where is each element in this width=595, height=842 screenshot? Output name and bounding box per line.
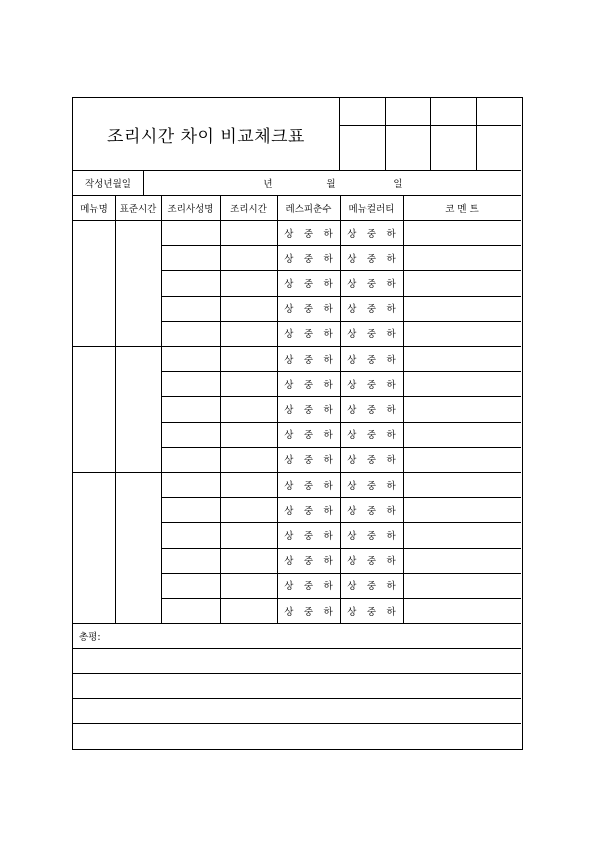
menu-quality-rating-cell [342,422,401,447]
rating-option[interactable]: 중 [366,556,377,568]
approval-box-divider [339,125,521,126]
rating-option[interactable]: 중 [303,581,314,593]
rating-option[interactable]: 중 [366,304,377,316]
rating-option[interactable]: 상 [284,278,294,290]
table-row-rule [161,396,521,397]
rating-option[interactable]: 상 [284,581,294,593]
rating-option[interactable]: 하 [386,379,396,391]
summary-rule [73,698,521,699]
rating-option[interactable]: 하 [323,556,333,568]
rating-option[interactable]: 중 [303,455,314,467]
menu-quality-rating-cell [342,346,401,371]
rating-option[interactable]: 중 [303,304,314,316]
rating-option[interactable]: 중 [366,253,377,265]
column-divider [220,220,221,346]
column-header-4: 레스피춘수 [285,203,332,215]
column-header-3: 조리시간 [230,203,267,215]
column-divider [340,195,341,220]
rating-option[interactable]: 중 [366,430,377,442]
column-divider [115,195,116,220]
table-row-rule [161,522,521,523]
approval-box-border [339,98,340,170]
table-row-rule [161,270,521,271]
table-row-rule [161,573,521,574]
rating-option[interactable]: 하 [386,480,396,492]
rating-option[interactable]: 상 [284,505,294,517]
menu-quality-rating-cell [342,522,401,547]
column-divider [115,346,116,472]
table-row-rule [161,497,521,498]
column-divider [340,472,341,623]
rating-option[interactable]: 상 [284,228,294,240]
rating-option[interactable]: 상 [284,530,294,542]
rating-option[interactable]: 상 [284,430,294,442]
rating-option[interactable]: 상 [284,329,294,341]
recipe-rating-cell [279,270,338,295]
rating-option[interactable]: 하 [323,304,333,316]
rating-option[interactable]: 하 [323,480,333,492]
table-row-rule [161,422,521,423]
column-header-5: 메뉴컬러티 [348,203,395,215]
rating-option[interactable]: 중 [366,278,377,290]
rating-option[interactable]: 중 [366,505,377,517]
menu-quality-rating-cell [342,598,401,623]
recipe-rating-cell [279,548,338,573]
table-row-rule [161,548,521,549]
column-divider [220,346,221,472]
menu-quality-rating-cell [342,321,401,346]
rating-option[interactable]: 상 [347,329,357,341]
menu-quality-rating-cell [342,396,401,421]
rating-option[interactable]: 중 [366,480,377,492]
table-row-rule [161,296,521,297]
rating-option[interactable]: 하 [386,304,396,316]
column-divider [115,472,116,623]
recipe-rating-cell [279,447,338,472]
table-row-rule [161,321,521,322]
recipe-rating-cell [279,296,338,321]
rating-option[interactable]: 하 [386,430,396,442]
rating-option[interactable]: 하 [386,505,396,517]
rating-option[interactable]: 중 [303,379,314,391]
rating-option[interactable]: 하 [323,505,333,517]
rating-option[interactable]: 중 [303,530,314,542]
rating-option[interactable]: 중 [366,606,377,618]
summary-rule [73,648,521,649]
rating-option[interactable]: 하 [323,379,333,391]
recipe-rating-cell [279,472,338,497]
year-label: 년 [263,178,273,190]
rating-option[interactable]: 중 [303,354,314,366]
rating-option[interactable]: 상 [284,606,294,618]
menu-quality-rating-cell [342,296,401,321]
column-divider [161,195,162,220]
checklist-sheet [72,97,523,750]
rating-option[interactable]: 중 [366,379,377,391]
column-divider [115,220,116,346]
recipe-rating-cell [279,522,338,547]
rating-option[interactable]: 상 [347,253,357,265]
rating-option[interactable]: 상 [284,404,294,416]
column-header-1: 표준시간 [119,203,157,215]
recipe-rating-cell [279,245,338,270]
menu-quality-rating-cell [342,497,401,522]
rating-option[interactable]: 중 [366,404,377,416]
column-divider [220,195,221,220]
column-header-0: 메뉴명 [80,203,108,215]
rating-option[interactable]: 상 [347,480,357,492]
rating-option[interactable]: 상 [347,430,357,442]
rating-option[interactable]: 중 [303,404,314,416]
approval-box-divider [385,98,386,170]
rating-option[interactable]: 상 [347,404,357,416]
rating-option[interactable]: 상 [347,228,357,240]
rating-option[interactable]: 하 [323,253,333,265]
rating-option[interactable]: 상 [284,480,294,492]
rating-option[interactable]: 상 [347,379,357,391]
document-title: 조리시간 차이 비교체크표 [107,126,305,147]
rating-option[interactable]: 하 [386,455,396,467]
rating-option[interactable]: 하 [323,228,333,240]
column-header-2: 조리사성명 [167,203,214,215]
table-row-rule [161,598,521,599]
rating-option[interactable]: 하 [323,430,333,442]
table-row-rule [161,447,521,448]
month-label: 월 [326,178,336,190]
rating-option[interactable]: 하 [386,253,396,265]
recipe-rating-cell [279,396,338,421]
recipe-rating-cell [279,598,338,623]
summary-rule [73,673,521,674]
rating-option[interactable]: 중 [366,228,377,240]
rating-option[interactable]: 하 [386,404,396,416]
rating-option[interactable]: 상 [284,304,294,316]
rating-option[interactable]: 하 [323,530,333,542]
rating-option[interactable]: 중 [303,430,314,442]
rating-option[interactable]: 하 [323,455,333,467]
rating-option[interactable]: 상 [347,581,357,593]
recipe-rating-cell [279,422,338,447]
rating-option[interactable]: 하 [386,278,396,290]
rating-option[interactable]: 상 [284,379,294,391]
rating-option[interactable]: 중 [366,530,377,542]
rating-option[interactable]: 중 [366,581,377,593]
recipe-rating-cell [279,371,338,396]
column-divider [277,220,278,346]
rating-option[interactable]: 상 [347,505,357,517]
menu-quality-rating-cell [342,371,401,396]
rating-option[interactable]: 하 [386,581,396,593]
column-divider [403,195,404,220]
rating-option[interactable]: 하 [386,354,396,366]
rating-option[interactable]: 중 [303,253,314,265]
menu-quality-rating-cell [342,573,401,598]
rating-option[interactable]: 하 [323,329,333,341]
recipe-rating-cell [279,220,338,245]
date-label: 작성년월일 [85,178,131,190]
rating-option[interactable]: 중 [303,606,314,618]
rating-option[interactable]: 상 [347,354,357,366]
recipe-rating-cell [279,346,338,371]
rating-option[interactable]: 상 [284,354,294,366]
rating-option[interactable]: 상 [284,556,294,568]
column-divider [161,346,162,472]
column-header-6: 코 멘 트 [445,203,479,215]
day-label: 일 [393,178,403,190]
column-divider [340,346,341,472]
menu-quality-rating-cell [342,548,401,573]
column-divider [220,472,221,623]
column-divider [277,195,278,220]
column-divider [340,220,341,346]
summary-label: 총평: [79,631,101,643]
rating-option[interactable]: 하 [323,606,333,618]
column-divider [277,472,278,623]
column-divider [161,472,162,623]
table-row-rule [161,371,521,372]
column-divider [403,346,404,472]
rating-option[interactable]: 중 [366,354,377,366]
rating-option[interactable]: 하 [323,354,333,366]
menu-quality-rating-cell [342,447,401,472]
rating-option[interactable]: 중 [366,329,377,341]
rating-option[interactable]: 상 [347,606,357,618]
menu-quality-rating-cell [342,472,401,497]
rating-option[interactable]: 하 [386,329,396,341]
rating-option[interactable]: 상 [347,530,357,542]
recipe-rating-cell [279,321,338,346]
rating-option[interactable]: 중 [303,556,314,568]
rating-option[interactable]: 중 [366,455,377,467]
column-divider [277,346,278,472]
rating-option[interactable]: 하 [323,404,333,416]
recipe-rating-cell [279,497,338,522]
rating-option[interactable]: 하 [323,278,333,290]
rating-option[interactable]: 중 [303,505,314,517]
approval-box-divider [430,98,431,170]
rating-option[interactable]: 상 [347,556,357,568]
rating-option[interactable]: 하 [386,556,396,568]
rating-option[interactable]: 하 [386,606,396,618]
column-divider [403,220,404,346]
rating-option[interactable]: 중 [303,329,314,341]
rating-option[interactable]: 중 [303,228,314,240]
menu-quality-rating-cell [342,220,401,245]
rating-option[interactable]: 중 [303,480,314,492]
column-divider [161,220,162,346]
table-row-rule [161,245,521,246]
rating-option[interactable]: 하 [386,228,396,240]
rating-option[interactable]: 상 [347,455,357,467]
rating-option[interactable]: 상 [347,278,357,290]
rating-option[interactable]: 상 [347,304,357,316]
rating-option[interactable]: 중 [303,278,314,290]
menu-quality-rating-cell [342,245,401,270]
summary-rule [73,723,521,724]
rating-option[interactable]: 하 [386,530,396,542]
rating-option[interactable]: 하 [323,581,333,593]
date-row-divider [143,170,144,195]
recipe-rating-cell [279,573,338,598]
rating-option[interactable]: 상 [284,455,294,467]
rating-option[interactable]: 상 [284,253,294,265]
menu-quality-rating-cell [342,270,401,295]
column-divider [403,472,404,623]
approval-box-divider [476,98,477,170]
